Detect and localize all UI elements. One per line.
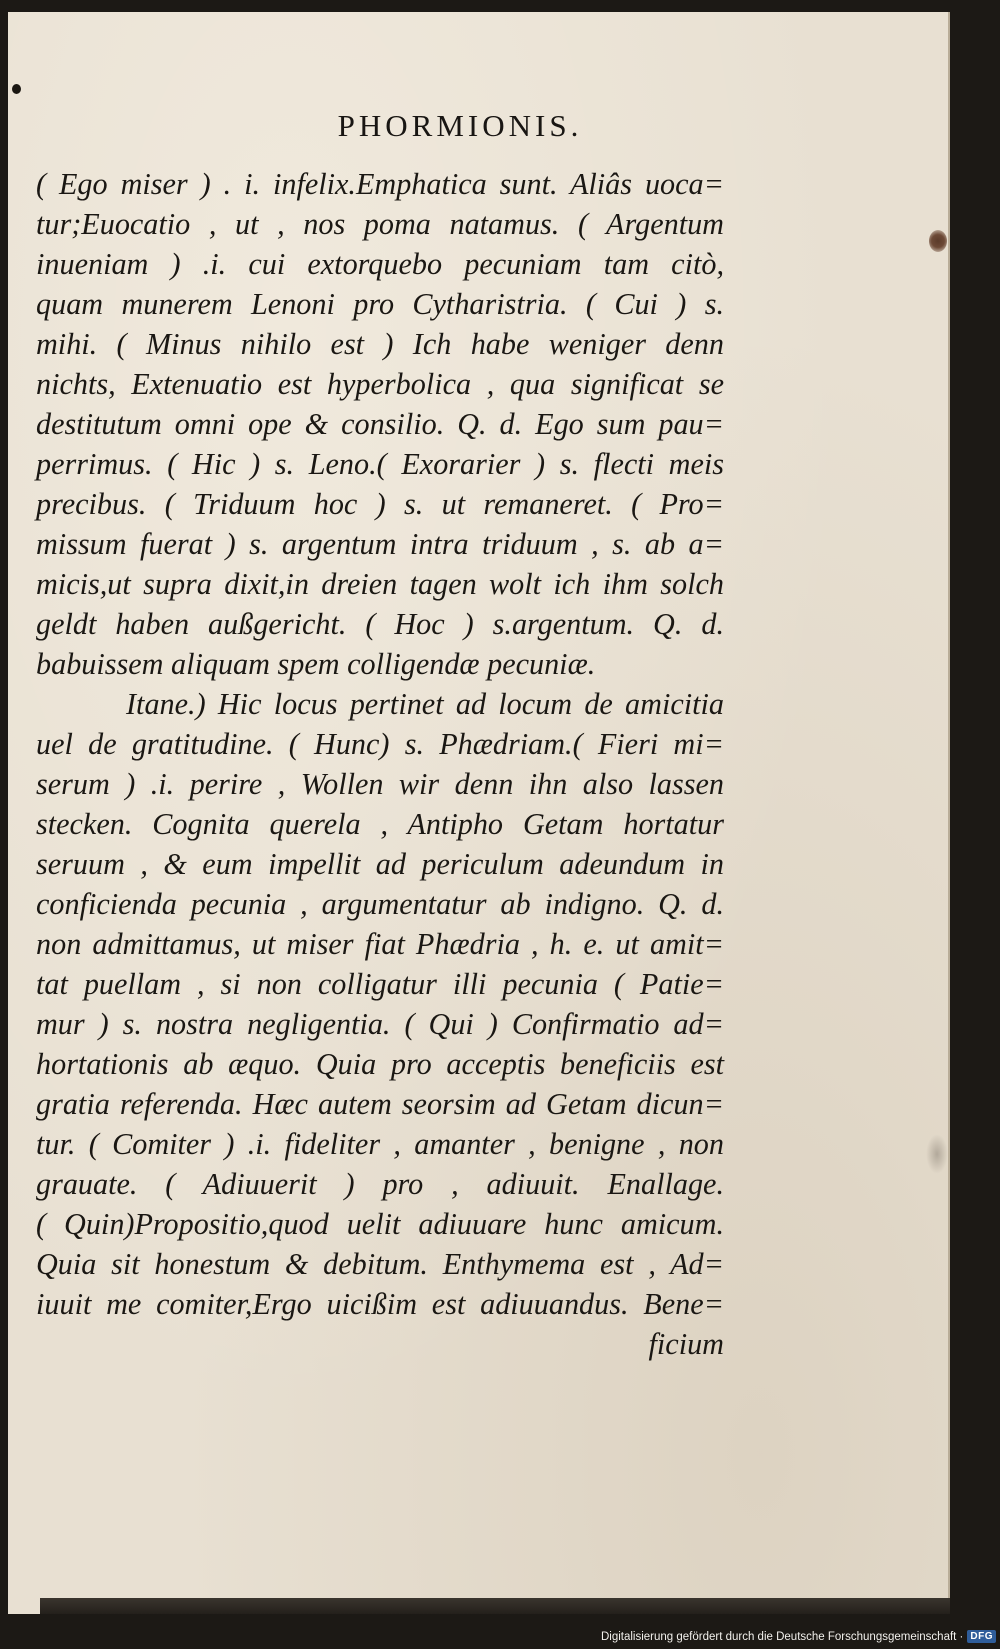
text-line: tur;Euocatio , ut , nos poma natamus. ( Argentum (36, 207, 724, 241)
digitization-footer (601, 1630, 996, 1643)
text-line: quam munerem Lenoni pro Cytharistria. ( Cui ) s. (36, 287, 724, 321)
text-line: tur. ( Comiter ) .i. fideliter , amanter , benigne , non (36, 1127, 724, 1161)
ink-dot (12, 84, 21, 94)
text-line: grauate. ( Adiuuerit ) pro , adiuuit. Enallage. (36, 1167, 724, 1201)
text-line: destitutum omni ope & consilio. Q. d. Ego sum pau= (36, 407, 724, 441)
text-line: micis,ut supra dixit,in dreien tagen wolt ich ihm solch (36, 567, 724, 601)
text-line: serum ) .i. perire , Wollen wir denn ihn also lassen (36, 767, 724, 801)
text-line: ( Quin)Propositio,quod uelit adiuuare hunc amicum. (36, 1207, 724, 1241)
text-line: missum fuerat ) s. argentum intra triduum , s. ab a= (36, 527, 724, 561)
text-line: tat puellam , si non colligatur illi pecunia ( Patie= (36, 967, 724, 1001)
text-line: mihi. ( Minus nihilo est ) Ich habe weniger denn (36, 327, 724, 361)
text-line: nichts, Extenuatio est hyperbolica , qua significat se (36, 367, 724, 401)
text-line: inueniam ) .i. cui extorquebo pecuniam tam citò, (36, 247, 724, 281)
dfg-logo: DFG (967, 1630, 996, 1643)
funding-credit: Digitalisierung gefördert durch die Deutsche Forschungsgemeinschaft · (600, 1630, 964, 1643)
text-line: ( Ego miser ) . i. infelix.Emphatica sunt. Aliâs uoca= (36, 167, 724, 201)
text-line: seruum , & eum impellit ad periculum adeundum in (36, 847, 724, 881)
body-text (36, 164, 724, 1364)
text-line: babuissem aliquam spem colligendæ pecuniæ. (36, 647, 596, 681)
text-line: geldt haben außgericht. ( Hoc ) s.argentum. Q. d. (36, 607, 724, 641)
text-line: gratia referenda. Hæc autem seorsim ad Getam dicun= (36, 1087, 724, 1121)
text-line: stecken. Cognita querela , Antipho Getam hortatur (36, 807, 724, 841)
bottom-edge (40, 1598, 950, 1614)
text-line: iuuit me comiter,Ergo uicißim est adiuuandus. Bene= (36, 1287, 724, 1321)
text-line: Quia sit honestum & debitum. Enthymema est , Ad= (36, 1247, 724, 1281)
text-line: mur ) s. nostra negligentia. ( Qui ) Confirmatio ad= (36, 1007, 724, 1041)
text-line: non admittamus, ut miser fiat Phædria , h. e. ut amit= (36, 927, 724, 961)
running-title: PHORMIONIS. (337, 108, 583, 143)
page-header (0, 108, 1000, 144)
stain-spot (929, 230, 947, 252)
text-line: hortationis ab æquo. Quia pro acceptis beneficiis est (36, 1047, 724, 1081)
page-smudge (926, 1134, 948, 1174)
catchword: ficium (648, 1327, 724, 1361)
text-line: perrimus. ( Hic ) s. Leno.( Exorarier ) s. flecti meis (36, 447, 724, 481)
text-line: precibus. ( Triduum hoc ) s. ut remaneret. ( Pro= (36, 487, 724, 521)
text-line: Itane.) Hic locus pertinet ad locum de amicitia (126, 687, 724, 721)
text-line: uel de gratitudine. ( Hunc) s. Phædriam.( Fieri mi= (36, 727, 724, 761)
text-line: conficienda pecunia , argumentatur ab indigno. Q. d. (36, 887, 724, 921)
